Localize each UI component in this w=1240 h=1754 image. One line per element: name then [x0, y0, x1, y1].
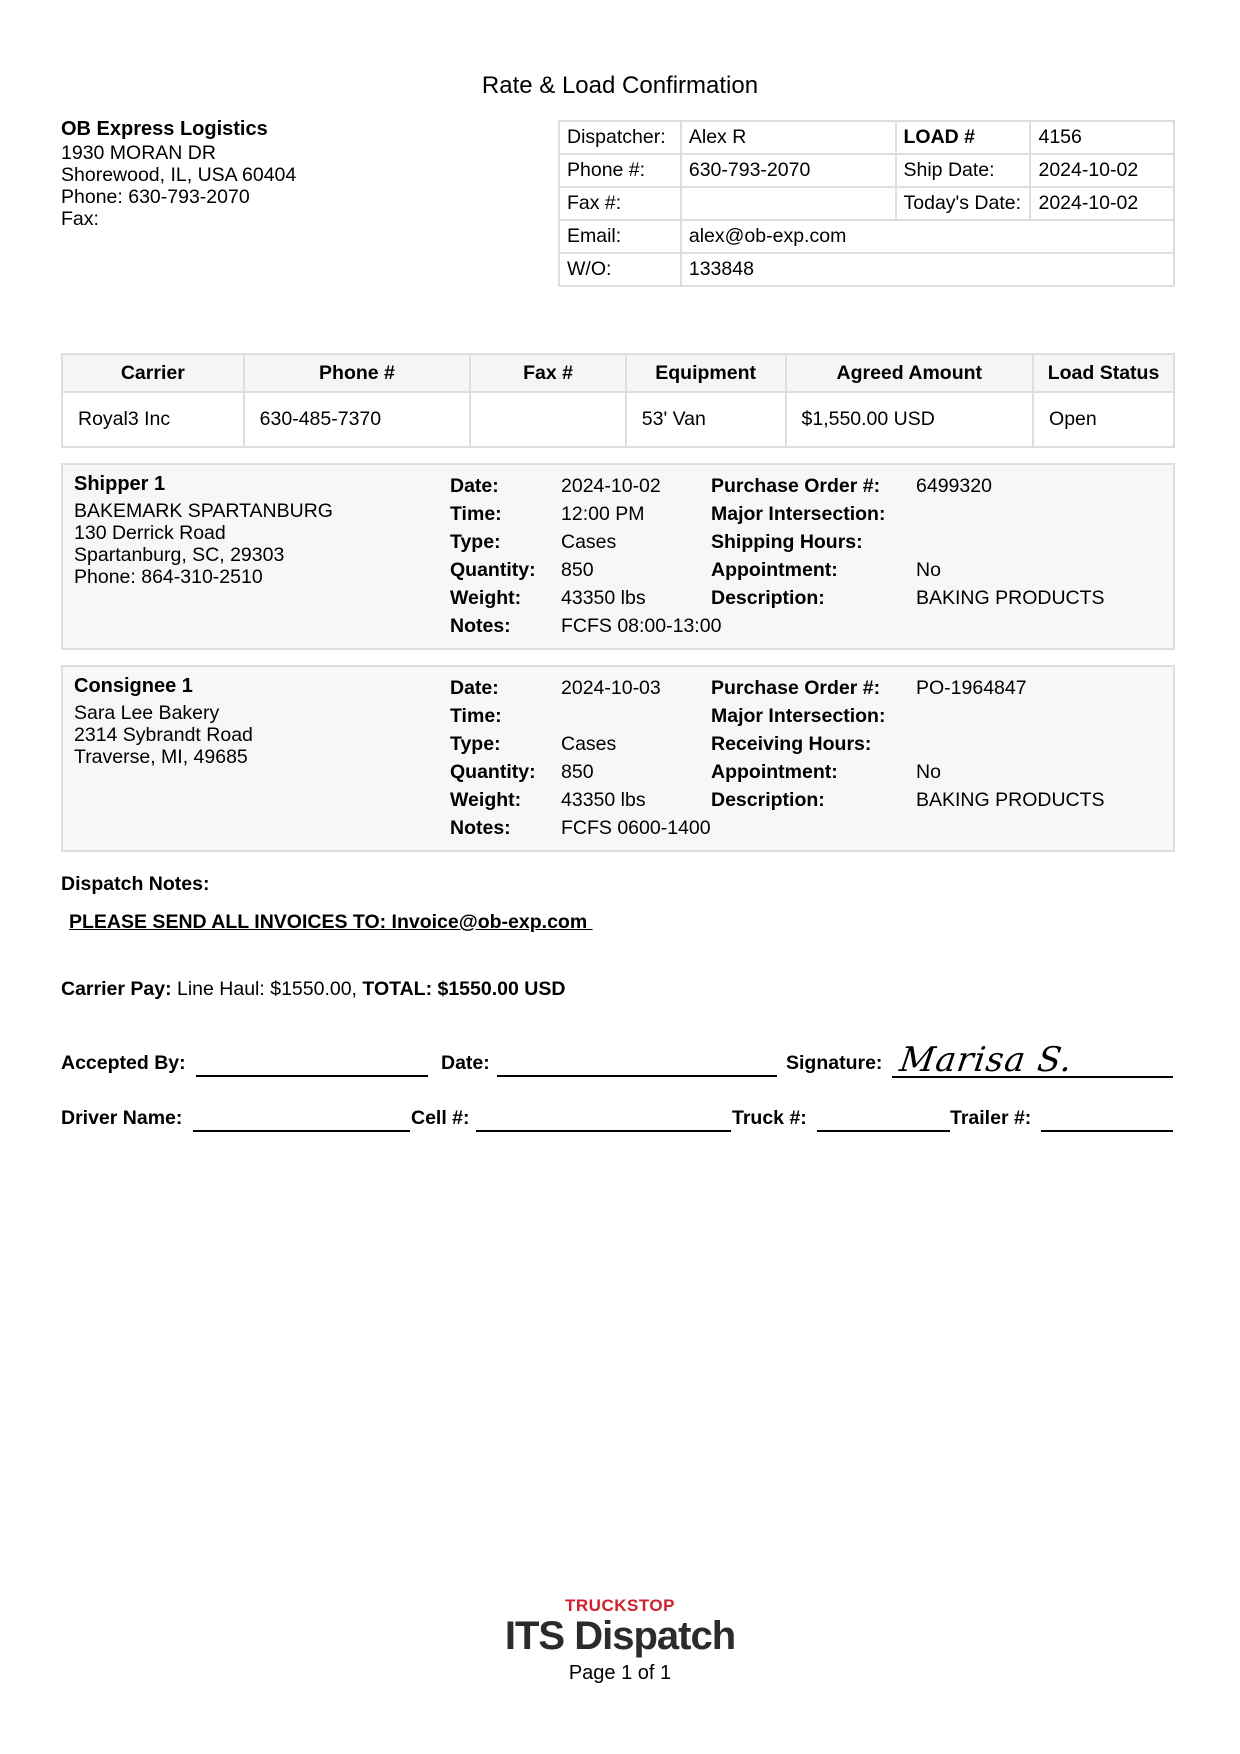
invoice-instruction: PLEASE SEND ALL INVOICES TO: Invoice@ob-exp.com	[69, 911, 593, 933]
consignee-weight: 43350 lbs	[561, 789, 646, 811]
todays-date-value: 2024-10-02	[1030, 187, 1174, 220]
consignee-type: Cases	[561, 733, 617, 755]
driver-name-label: Driver Name:	[61, 1107, 183, 1129]
consignee-date: 2024-10-03	[561, 677, 661, 699]
truckstop-logo	[0, 1596, 1240, 1656]
dispatch-email-value: alex@ob-exp.com	[681, 220, 1174, 253]
shipper-description: BAKING PRODUCTS	[916, 587, 1105, 609]
carrier-pay	[61, 978, 565, 1001]
consignee-name: Sara Lee Bakery	[74, 702, 220, 724]
load-number-label: LOAD #	[896, 121, 1031, 154]
carrier-fax	[470, 392, 625, 447]
agreed-amount: $1,550.00 USD	[786, 392, 1034, 447]
company-address-line2: Shorewood, IL, USA 60404	[61, 164, 297, 186]
dispatch-info-table	[558, 120, 1175, 287]
shipper-address-line1: 130 Derrick Road	[74, 522, 226, 544]
consignee-title: Consignee 1	[74, 675, 193, 697]
consignee-notes-label: Notes:	[450, 817, 511, 839]
brand-main-text: ITS Dispatch	[504, 1614, 736, 1658]
company-name: OB Express Logistics	[61, 118, 268, 140]
load-number-value: 4156	[1030, 121, 1174, 154]
consignee-section	[61, 665, 1175, 852]
dispatch-fax-label: Fax #:	[559, 187, 681, 220]
company-info	[61, 118, 296, 230]
dispatch-fax-value	[681, 187, 896, 220]
dispatch-email-label: Email:	[559, 220, 681, 253]
shipping-hours-label: Shipping Hours:	[711, 531, 863, 553]
shipper-name: BAKEMARK SPARTANBURG	[74, 500, 333, 522]
company-fax: Fax:	[61, 208, 99, 230]
trailer-line[interactable]	[1041, 1130, 1173, 1132]
shipper-po-label: Purchase Order #:	[711, 475, 881, 497]
carrier-table	[61, 353, 1175, 448]
cell-line[interactable]	[476, 1130, 731, 1132]
page-number: Page 1 of 1	[568, 1662, 672, 1684]
shipper-weight: 43350 lbs	[561, 587, 646, 609]
consignee-address-line1: 2314 Sybrandt Road	[74, 724, 253, 746]
shipper-description-label: Description:	[711, 587, 825, 609]
consignee-type-label: Type:	[450, 733, 501, 755]
consignee-time-label: Time:	[450, 705, 502, 727]
shipper-date-label: Date:	[450, 475, 499, 497]
shipper-type: Cases	[561, 531, 617, 553]
truck-label: Truck #:	[732, 1107, 807, 1129]
dispatch-phone-value: 630-793-2070	[681, 154, 896, 187]
ship-date-value: 2024-10-02	[1030, 154, 1174, 187]
document-title: Rate & Load Confirmation	[481, 72, 759, 99]
accepted-by-line[interactable]	[196, 1075, 428, 1077]
brand-top-text: TRUCKSTOP	[565, 1596, 675, 1615]
carrier-fax-header: Fax #	[470, 354, 625, 392]
shipper-section	[61, 463, 1175, 650]
consignee-intersection-label: Major Intersection:	[711, 705, 886, 727]
consignee-appointment-label: Appointment:	[711, 761, 838, 783]
dispatch-phone-label: Phone #:	[559, 154, 681, 187]
work-order-value: 133848	[681, 253, 1174, 286]
shipper-weight-label: Weight:	[450, 587, 522, 609]
load-status-header: Load Status	[1033, 354, 1174, 392]
driver-name-line[interactable]	[193, 1130, 410, 1132]
equipment-header: Equipment	[626, 354, 786, 392]
consignee-po-label: Purchase Order #:	[711, 677, 881, 699]
work-order-label: W/O:	[559, 253, 681, 286]
dispatcher-label: Dispatcher:	[559, 121, 681, 154]
line-haul: Line Haul: $1550.00,	[171, 978, 363, 1000]
shipper-intersection-label: Major Intersection:	[711, 503, 886, 525]
accept-date-line[interactable]	[497, 1075, 777, 1077]
shipper-date: 2024-10-02	[561, 475, 661, 497]
consignee-quantity-label: Quantity:	[450, 761, 536, 783]
consignee-notes: FCFS 0600-1400	[561, 817, 711, 839]
carrier-phone-header: Phone #	[244, 354, 471, 392]
pay-total: TOTAL: $1550.00 USD	[362, 978, 566, 1000]
shipper-appointment: No	[916, 559, 941, 581]
shipper-appointment-label: Appointment:	[711, 559, 838, 581]
shipper-party	[74, 473, 333, 588]
shipper-phone: Phone: 864-310-2510	[74, 566, 263, 588]
carrier-phone: 630-485-7370	[244, 392, 471, 447]
consignee-party	[74, 675, 253, 768]
carrier-name: Royal3 Inc	[62, 392, 244, 447]
shipper-po: 6499320	[916, 475, 992, 497]
receiving-hours-label: Receiving Hours:	[711, 733, 872, 755]
accept-date-label: Date:	[441, 1052, 490, 1074]
consignee-quantity: 850	[561, 761, 594, 783]
shipper-notes: FCFS 08:00-13:00	[561, 615, 722, 637]
carrier-pay-label: Carrier Pay:	[61, 978, 172, 1000]
trailer-label: Trailer #:	[950, 1107, 1032, 1129]
shipper-quantity: 850	[561, 559, 594, 581]
dispatcher-value: Alex R	[681, 121, 896, 154]
consignee-description: BAKING PRODUCTS	[916, 789, 1105, 811]
load-status: Open	[1033, 392, 1174, 447]
consignee-description-label: Description:	[711, 789, 825, 811]
carrier-header: Carrier	[62, 354, 244, 392]
consignee-address-line2: Traverse, MI, 49685	[74, 746, 248, 768]
consignee-weight-label: Weight:	[450, 789, 522, 811]
shipper-time-label: Time:	[450, 503, 502, 525]
company-phone: Phone: 630-793-2070	[61, 186, 250, 208]
handwritten-signature: Marisa S.	[897, 1040, 1076, 1080]
consignee-po: PO-1964847	[916, 677, 1027, 699]
company-address-line1: 1930 MORAN DR	[61, 142, 216, 164]
ship-date-label: Ship Date:	[896, 154, 1031, 187]
cell-label: Cell #:	[411, 1107, 470, 1129]
shipper-address-line2: Spartanburg, SC, 29303	[74, 544, 285, 566]
dispatch-notes-label: Dispatch Notes:	[61, 873, 210, 895]
consignee-date-label: Date:	[450, 677, 499, 699]
shipper-time: 12:00 PM	[561, 503, 645, 525]
truck-line[interactable]	[817, 1130, 950, 1132]
consignee-appointment: No	[916, 761, 941, 783]
todays-date-label: Today's Date:	[896, 187, 1031, 220]
accepted-by-label: Accepted By:	[61, 1052, 186, 1074]
shipper-type-label: Type:	[450, 531, 501, 553]
table-row	[62, 392, 1174, 447]
shipper-title: Shipper 1	[74, 473, 166, 495]
shipper-notes-label: Notes:	[450, 615, 511, 637]
equipment: 53' Van	[626, 392, 786, 447]
agreed-amount-header: Agreed Amount	[786, 354, 1034, 392]
shipper-quantity-label: Quantity:	[450, 559, 536, 581]
signature-label: Signature:	[786, 1052, 883, 1074]
